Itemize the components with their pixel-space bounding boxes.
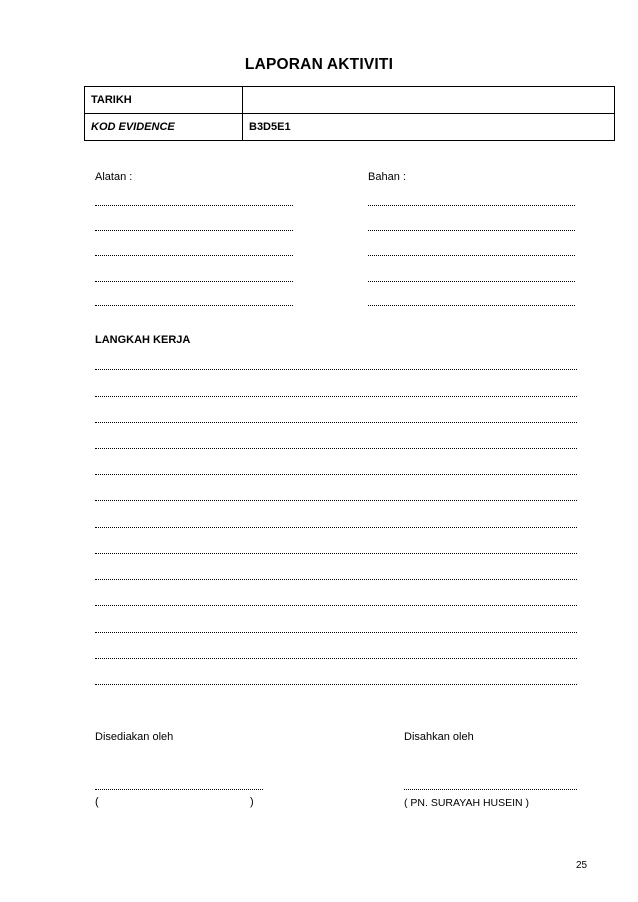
langkah-line[interactable] — [95, 447, 577, 449]
tarikh-label: TARIKH — [85, 87, 243, 114]
bahan-line[interactable] — [368, 280, 575, 282]
langkah-line[interactable] — [95, 499, 577, 501]
paren-close: ) — [250, 796, 254, 808]
alatan-label: Alatan : — [95, 171, 133, 183]
alatan-line[interactable] — [95, 229, 293, 231]
page-title: LAPORAN AKTIVITI — [244, 56, 394, 73]
langkah-line[interactable] — [95, 578, 577, 580]
bahan-label: Bahan : — [368, 171, 406, 183]
alatan-line[interactable] — [95, 280, 293, 282]
page-number: 25 — [576, 860, 588, 871]
disahkan-label: Disahkan oleh — [404, 731, 474, 743]
alatan-line[interactable] — [95, 254, 293, 256]
langkah-line[interactable] — [95, 368, 577, 370]
info-table — [84, 86, 615, 141]
langkah-line[interactable] — [95, 683, 577, 685]
kod-evidence-value: B3D5E1 — [243, 114, 615, 141]
paren-open: ( — [95, 796, 99, 808]
bahan-line[interactable] — [368, 229, 575, 231]
kod-evidence-label: KOD EVIDENCE — [85, 114, 243, 141]
disediakan-signature-line[interactable] — [95, 788, 263, 790]
langkah-line[interactable] — [95, 604, 577, 606]
bahan-line[interactable] — [368, 254, 575, 256]
disediakan-label: Disediakan oleh — [95, 731, 174, 743]
alatan-line[interactable] — [95, 204, 293, 206]
langkah-line[interactable] — [95, 473, 577, 475]
kod-evidence-row — [85, 114, 615, 141]
tarikh-row — [85, 87, 615, 114]
langkah-kerja-title: LANGKAH KERJA — [95, 334, 191, 346]
langkah-line[interactable] — [95, 421, 577, 423]
disahkan-name: ( PN. SURAYAH HUSEIN ) — [404, 797, 530, 809]
langkah-line[interactable] — [95, 526, 577, 528]
langkah-line[interactable] — [95, 657, 577, 659]
bahan-line[interactable] — [368, 204, 575, 206]
alatan-line[interactable] — [95, 304, 293, 306]
langkah-line[interactable] — [95, 552, 577, 554]
bahan-line[interactable] — [368, 304, 575, 306]
langkah-line[interactable] — [95, 631, 577, 633]
disahkan-signature-line[interactable] — [404, 788, 577, 790]
tarikh-value[interactable] — [243, 87, 615, 114]
langkah-line[interactable] — [95, 395, 577, 397]
